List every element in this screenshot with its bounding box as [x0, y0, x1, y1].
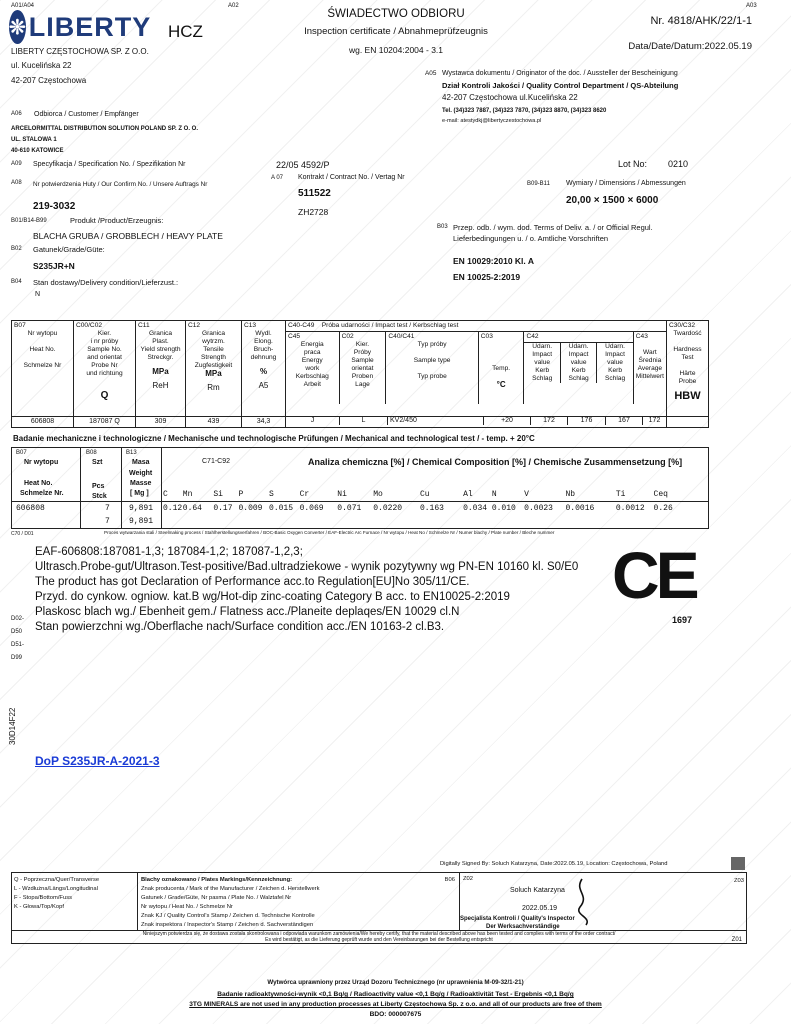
- issuer-phone: Tel. (34)323 7887, (34)323 7870, (34)323 8870, (34)323 8620: [442, 108, 607, 114]
- mech-caption: Badanie mechaniczne i technologiczne / Mechanische und technologische Prüfungen / Mechanical and technological test / - temp. + 20°C: [13, 434, 535, 443]
- footer-box: [11, 872, 747, 944]
- notified-body-number: 1697: [672, 615, 693, 625]
- element-symbol: Ni: [337, 490, 347, 499]
- issuer-department: Dział Kontroli Jakości / Quality Control Department / QS-Abteilung: [442, 81, 679, 90]
- footer-line-2: Badanie radioaktywności-wynik <0,1 Bq/g / Radioactivity value <0,1 Bq/g / Radioaktivität Test - Ergebnis <0,1 Bq/g: [217, 991, 574, 998]
- col-impact-type: C40/C41 Typ próby Sample type Typ probe: [386, 332, 478, 404]
- element-value: 0.0012: [615, 504, 645, 513]
- field-code: A01/A04: [11, 3, 35, 9]
- element-symbol: Mn: [182, 490, 193, 499]
- dop-link[interactable]: DoP S235JR-A-2021-3: [35, 754, 160, 768]
- spec-value: 22/05 4592/P: [276, 160, 330, 170]
- liberty-logo-icon: ❊: [9, 10, 26, 44]
- field-code: A06: [11, 111, 22, 117]
- side-code: 30D14F22: [8, 707, 17, 745]
- element-value: 0.015: [269, 504, 294, 513]
- element-symbol: V: [524, 490, 529, 499]
- col-impact-average: C43 Wart Średnia Average Mittelwert: [633, 332, 666, 404]
- terms-standard-2: EN 10025-2:2019: [453, 272, 521, 282]
- element-value: 0.0023: [524, 504, 553, 513]
- element-symbol: Ceq: [653, 490, 668, 499]
- terms-standard-1: EN 10029:2010 Kl. A: [453, 256, 534, 266]
- inspector-signature: Z02 Z03 Soluch Katarzyna 2022.05.19 Specjalista Kontroli / Quality's Inspector Der Werksachverständige: [460, 876, 744, 930]
- issuer-email: e-mail: atestydkj@libertyczestochowa.pl: [442, 118, 542, 124]
- element-symbol: Cr: [299, 490, 310, 499]
- field-code: A02: [228, 3, 239, 9]
- certificate-date: Data/Date/Datum:2022.05.19: [628, 41, 752, 52]
- signature-seal-icon: [731, 857, 745, 870]
- element-symbol: Ti: [615, 490, 626, 499]
- field-code: B04: [11, 279, 22, 285]
- col-impact-orientation: C02 Kier. Próby Sample orientat Proben Lage: [339, 332, 386, 404]
- liberty-logo: [9, 10, 152, 44]
- field-code: A 07: [271, 175, 284, 181]
- element-value: 0.163: [419, 504, 444, 513]
- dims-label: Wymiary / Dimensions / Abmessungen: [566, 180, 686, 187]
- grade-label: Gatunek/Grade/Güte:: [33, 245, 105, 254]
- handwritten-signature: [570, 877, 600, 927]
- company-city: 42-207 Częstochowa: [11, 76, 87, 85]
- lot-value: 0210: [668, 159, 689, 169]
- ce-mark: CE 1697: [612, 538, 696, 625]
- dims-value: 20,00 × 1500 × 6000: [566, 195, 659, 206]
- element-values-row: [163, 504, 693, 513]
- element-symbol: Al: [463, 490, 473, 499]
- field-code: A08: [11, 180, 22, 186]
- contract-sub: ZH2728: [298, 207, 329, 217]
- element-value: 0.069: [299, 504, 324, 513]
- customer-label: Odbiorca / Customer / Empfänger: [34, 111, 139, 118]
- product-value: BLACHA GRUBA / GROBBLECH / HEAVY PLATE: [33, 231, 223, 241]
- col-yield: C11 Granica Plast. Yield strength Streckgr. MPa ReH: [136, 321, 186, 417]
- field-code: A05: [425, 70, 437, 77]
- remarks-block: EAF-606808:187081-1,3; 187084-1,2; 187087-1,2,3; Ultrasch.Probe-gut/Ultrason.Test-positive/Bad.ultradziekowe - wynik pozytywny wg PN-EN 10160 kl. S0/E0 The product has got Declaration of Performance acc.to Regulation[EU]No 305/11/CE. Przyd. do cynkow. ogniow. kat.B wg/Hot-dip zinc-coating Category B acc. to EN10025-2:2019 Plaskosc blach wg./ Ebenheit gem./ Flatness acc./Planeite deplaqes/EN 10029 cl.N Stan powierzchni wg./Oberflache nach/Surface condition acc./EN 10163-2 cl.B3.: [35, 546, 579, 633]
- issuer-address: 42-207 Częstochowa ul.Kucelińska 22: [442, 93, 578, 102]
- col-elongation: C13 Wydl. Elong. Bruch- dehnung % A5: [242, 321, 286, 417]
- footer-line-4: BDO: 000007675: [369, 1011, 422, 1018]
- issuer-label: Wystawca dokumentu / Originator of the doc. / Aussteller der Bescheinigung: [442, 70, 678, 77]
- field-code: B02: [11, 246, 22, 252]
- element-symbol: Si: [213, 490, 223, 499]
- element-value: 0.64: [182, 504, 202, 513]
- element-symbol: C: [163, 490, 168, 499]
- grade-value: S235JR+N: [33, 261, 75, 271]
- element-value: 0.0220: [373, 504, 403, 513]
- mechanical-test-table: [11, 320, 709, 428]
- plant-code: HCZ: [168, 22, 203, 41]
- mech-data-row: 606808 187087 Q 309 439 34,3 J L KV2/450 +20 172 176 167 172: [12, 417, 709, 428]
- process-note: Proces wytwarzania stali / Steelmaking process / Stahlherstellungsverfahren / BOC-Basic Oxygen Converter / EAF-Electric Arc Furnace / Nr wytopu / Heat No / Schmelze Nr / Numer blachy / Plate number / Bleche nummer: [104, 530, 555, 535]
- chemical-table: B07 Nr wytopu Heat No. Schmelze Nr. B08 Szt Pcs Stck B13 Masa Weight Masse [ Mg ] C71-C92 Analiza chemiczna [%] / Chemical Composition [%] / Chemische Zusammensetzung [%] C Mn Si P S Cr Ni Mo Cu Al N V Nb Ti Ceq 0.12 0.64 0.17 0.009 0.015 0.069 0.071 0.0220 0.163 0.034 0.010 0.0023 0.0016 0.0012 0.26 606808 7 9,891 7 9,891: [11, 447, 709, 529]
- element-value: 0.010: [491, 504, 516, 513]
- col-impact-values: C42 Udarn. Impact value Kerb Schlag Udarn. Impact value Kerb Schlag Udarn. Impact value Kerb Schlag: [524, 332, 633, 404]
- order-label: Nr potwierdzenia Huty / Our Confirm No. / Unsere Auftrags Nr: [33, 181, 208, 188]
- col-sample: C00/C02 Kier. i nr próby Sample No. and orientat Probe Nr und richtung Q: [74, 321, 136, 417]
- element-value: 0.0016: [565, 504, 595, 513]
- contract-value: 511522: [298, 188, 331, 199]
- customer-city: 40-610 KATOWICE: [11, 148, 64, 154]
- doc-subtitle: Inspection certificate / Abnahmeprüfzeugnis: [304, 26, 488, 37]
- element-value: 0.034: [463, 504, 488, 513]
- customer-street: UL. STALOWA 1: [11, 137, 57, 143]
- field-code: B09-B11: [527, 181, 550, 187]
- delivery-value: N: [35, 291, 41, 298]
- lot-label: Lot No:: [618, 159, 648, 169]
- certification-statement: Niniejszym potwierdza się, że dostawa została skontrolowana i odpowiada warunkom zamówienia/We hereby certify, that the material described above has been tested and complies with terms of the order contract/ Es wird bestätigt, as die Lieferung geprüft wurde und den Vereinbarungen bei der Bestellung entspricht Z01: [12, 930, 746, 943]
- company-name: LIBERTY CZĘSTOCHOWA SP. Z O.O.: [11, 47, 149, 56]
- element-symbol: P: [238, 490, 244, 499]
- col-tensile: C12 Granica wytrzm. Tensile Strength Zugfestigkeit MPa Rm: [186, 321, 242, 417]
- element-symbol: Mo: [373, 490, 383, 499]
- footer-line-3: 3TG MINERALS are not used in any production processes at Liberty Częstochowa Sp. z o.o. and all of our products are free of them: [189, 1001, 602, 1008]
- element-symbol: S: [269, 490, 274, 499]
- orientation-legend: Q - Poprzeczna/Quer/Transverse L - Wzdłużna/Längs/Longitudinal F - Stopa/Bottom/Fuss K - Głowa/Top/Kopf: [12, 873, 138, 930]
- field-code: B01/B14-B99: [11, 218, 47, 224]
- spec-label: Specyfikacja / Specification No. / Spezifikation Nr: [33, 161, 186, 168]
- order-value: 219-3032: [33, 201, 76, 212]
- element-header-row: [163, 490, 693, 499]
- terms-label-2: Lieferbedingungen u. / o. Amtliche Vorschriften: [453, 234, 609, 243]
- element-value: 0.12: [163, 504, 183, 513]
- certificate-number: Nr. 4818/AHK/22/1-1: [650, 15, 752, 27]
- element-value: 0.071: [337, 504, 362, 513]
- element-value: 0.26: [653, 504, 673, 513]
- logo-text: LIBERTY: [28, 11, 152, 42]
- field-code: D02- D50 D51- D99: [11, 616, 25, 661]
- contract-label: Kontrakt / Contract No. / Vertag Nr: [298, 174, 405, 181]
- element-symbol: Nb: [565, 490, 576, 499]
- field-code: C70 / D01: [11, 531, 34, 537]
- digital-signature: Digitally Signed By: Soluch Katarzyna, Date:2022.05.19, Location: Częstochowa, Poland: [440, 861, 668, 867]
- col-impact-energy: C45 Energia praca Energy work Kerbschlag Arbeit: [286, 332, 339, 404]
- doc-standard: wg. EN 10204:2004 - 3.1: [348, 45, 444, 55]
- col-hardness: C30/C32 Twardość Hardness Test Härte Probe HBW: [667, 321, 709, 417]
- element-symbol: Cu: [419, 490, 430, 499]
- col-impact-temp: C03 Temp. °C: [478, 332, 524, 404]
- terms-label: Przep. odb. / wym. dod. Terms of Deliv. a. / or Official Regul.: [453, 223, 653, 232]
- plate-markings: Blachy oznakowano / Plates Markings/Kennzeichnung: Znak producenta / Mark of the Manufacturer / Zeichen d. Herstellwerk Gatunek / Grade/Güte, Nr pasma / Plate No. / Walztafel Nr Nr wytopu / Heat No. / Schmelze Nr Znak KJ / Quality Control's Stamp / Zeichen d. Technische Kontrolle Znak inspektora / Inspector's Stamp / Zeichen d. Sachverständigen B06: [138, 873, 460, 930]
- col-impact-group: C40-C49 Próba udarności / Impact test / Kerbschlag test C45 Energia praca Energy work Kerbschlag Arbeit C02 Kier. Próby Sample orientat Proben Lage C40/C41 Typ próby Sample type Typ probe C03 Temp. °C C42 Udarn. Impact value Kerb Schlag Udarn. Impact value Kerb Schlag Udarn. Impact value Kerb Schlag C43 Wart Średnia Average Mittelwert: [286, 321, 667, 417]
- chem-heat-number: 606808: [16, 504, 45, 513]
- delivery-label: Stan dostawy/Delivery condition/Lieferzust.:: [33, 278, 179, 287]
- element-value: 0.17: [213, 504, 233, 513]
- product-label: Produkt /Product/Erzeugnis:: [70, 216, 164, 225]
- element-symbol: N: [491, 490, 497, 499]
- element-value: 0.009: [238, 504, 263, 513]
- field-code: A03: [746, 3, 757, 9]
- col-heat-number: B07 Nr wytopu Heat No. Schmelze Nr: [12, 321, 74, 417]
- footer-line-1: Wytwórca uprawniony przez Urząd Dozoru Technicznego (nr uprawnienia M-09-32/1-21): [267, 979, 524, 986]
- customer-name: ARCELORMITTAL DISTRIBUTION SOLUTION POLAND SP. Z O. O.: [11, 126, 199, 132]
- field-code: B03: [437, 224, 448, 230]
- field-code: A09: [11, 161, 22, 167]
- company-address: ul. Kucelińska 22: [11, 61, 72, 70]
- doc-title: ŚWIADECTWO ODBIORU: [327, 8, 465, 20]
